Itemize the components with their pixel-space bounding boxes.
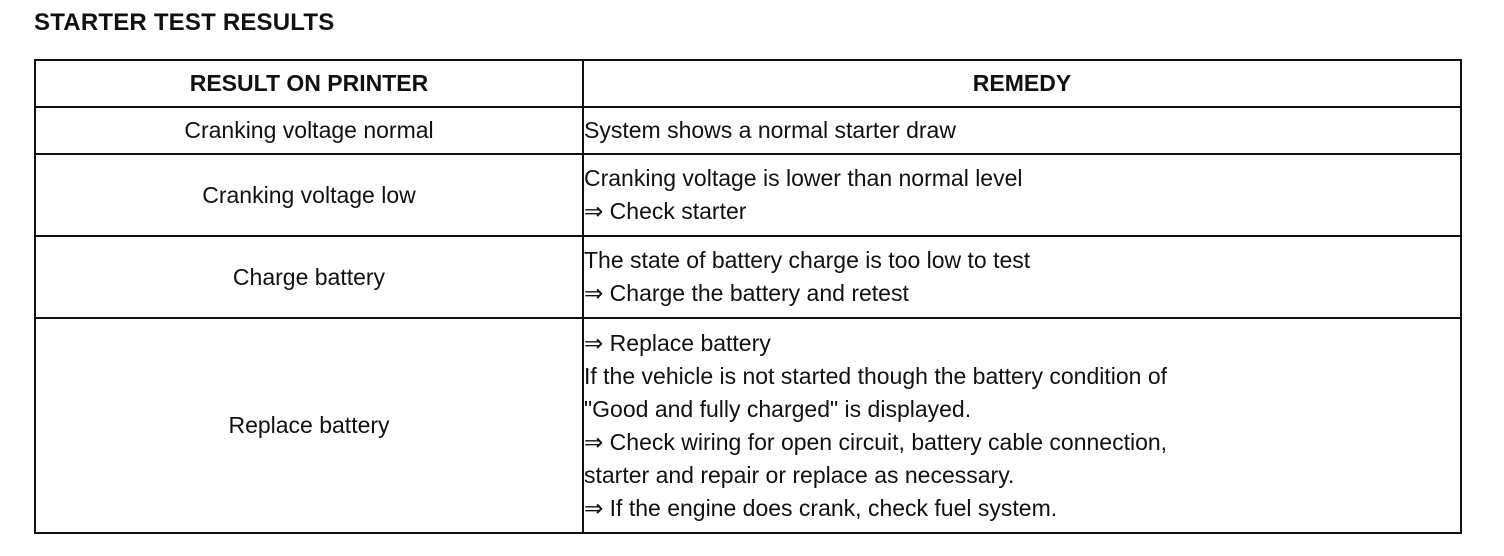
result-cell: Cranking voltage low: [35, 154, 583, 236]
remedy-line: System shows a normal starter draw: [584, 117, 956, 143]
remedy-line: "Good and fully charged" is displayed.: [584, 395, 972, 422]
table-row: [35, 318, 1461, 533]
remedy-cell: [583, 318, 1461, 533]
remedy-line: If the vehicle is not started though the battery condition of: [584, 362, 1168, 389]
remedy-cell: [583, 154, 1461, 236]
document-title: STARTER TEST RESULTS: [34, 9, 335, 36]
result-cell: Replace battery: [35, 318, 583, 533]
remedy-cell: [583, 236, 1461, 318]
remedy-line: The state of battery charge is too low to test: [584, 247, 1031, 273]
table-row: [35, 236, 1461, 318]
header-result-on-printer: RESULT ON PRINTER: [35, 60, 583, 107]
table-row: [35, 154, 1461, 236]
remedy-line: starter and repair or replace as necessary.: [584, 461, 1015, 488]
remedy-line: Cranking voltage is lower than normal level: [584, 165, 1023, 191]
remedy-line: ⇒ Check starter: [584, 198, 747, 224]
table-row: [35, 107, 1461, 154]
result-cell: Charge battery: [35, 236, 583, 318]
remedy-line: ⇒ If the engine does crank, check fuel system.: [584, 494, 1058, 521]
table-header-row: [35, 60, 1461, 107]
remedy-line: ⇒ Check wiring for open circuit, battery cable connection,: [584, 428, 1168, 455]
remedy-line: ⇒ Charge the battery and retest: [584, 280, 909, 306]
starter-test-results-table: [34, 59, 1462, 534]
header-remedy: REMEDY: [583, 60, 1461, 107]
remedy-line: ⇒ Replace battery: [584, 329, 771, 356]
result-cell: Cranking voltage normal: [35, 107, 583, 154]
remedy-cell: [583, 107, 1461, 154]
